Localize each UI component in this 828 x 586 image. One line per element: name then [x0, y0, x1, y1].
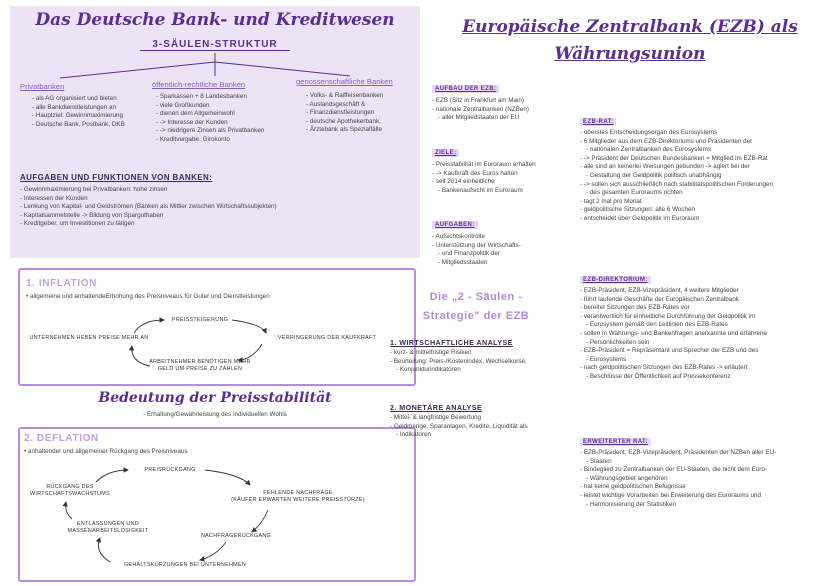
list-item: - tagt 2 mal pro Monat — [580, 198, 820, 207]
list-item: - -> Interesse der Kunden — [156, 119, 292, 128]
deflation-cycle-bottom-right: NACHFRAGERÜCKGANG — [200, 533, 272, 539]
list-item: - seit 2014 einheitliche — [432, 178, 582, 187]
deflation-cycle-bottom: GEHALTSKÜRZUNGEN BEI UNTERNEHMEN — [123, 562, 247, 568]
list-item: - -> Präsident der Deutschen Bundesbanken = Mitglied im EZB-Rat — [580, 155, 820, 164]
strategie-title-line: Die „2 - Säulen - — [429, 291, 523, 303]
list-item: - EZB (Sitz in Frankfurt am Main) — [432, 97, 582, 106]
preisstabilitaet-title: Bedeutung der Preisstabilität — [98, 390, 332, 406]
list-item: - Geldmenge, Sparanlagen, Kredite, Liquidität als — [390, 423, 570, 432]
ezb-ziele — [432, 141, 582, 195]
list-item: - Beschlüsse der Öffentlichkeit auf Pressekonferenz — [580, 373, 820, 382]
list-item: - Mitgliedsstaaten — [432, 259, 582, 268]
list-item: - viele Großkunden — [156, 102, 292, 111]
list-item: - alle sind an keinerlei Weisungen gebunden -> agiert bei der — [580, 163, 820, 172]
strategie-title-line: Strategie" der EZB — [422, 310, 530, 322]
inflation-cycle-left: UNTERNEHMEN HEBEN PREISE MEHR AN — [29, 335, 149, 341]
list-item: - deutsche Apothekerbank, — [306, 118, 418, 127]
list-item: - aller Mitgliedstaaten der EU — [432, 114, 582, 123]
list-item: - Auslandsgeschäft & — [306, 101, 418, 110]
list-item: - des gesamten Euroraums richten — [580, 189, 820, 198]
list-item: - EZB-Präsident, EZB-Vizepräsident, 4 weitere Mitglieder — [580, 287, 820, 296]
deflation-title: 2. DEFLATION — [24, 433, 99, 444]
ezb-direktorium — [580, 268, 820, 382]
deflation-definition: • anhaltender und allgemeiner Rückgang des Preisniveaus — [24, 448, 188, 455]
analyse-wirtschaftlich — [390, 338, 570, 375]
list-item: - Finanzdienstleistungen — [306, 109, 418, 118]
direktorium-label: EZB-DIREKTORIUM: — [580, 276, 651, 284]
inflation-definition: • allgemeine und anhaltendeErhohung des Preisniveaus für Guter und Dienstleistungen — [26, 293, 270, 300]
cycle-label-line: MASSENARBEITSLOSIGKEIT — [67, 528, 149, 535]
list-item: - Indikatoren — [390, 431, 570, 440]
cycle-label-line: GELD UM PREISE ZU ZAHLEN — [157, 366, 243, 373]
list-item: - Staaten — [580, 458, 820, 467]
ziele-label: ZIELE: — [432, 149, 459, 157]
list-item: - nach geldpolitischen Sitzungen des EZB-Rates -> erläutert — [580, 364, 820, 373]
list-item: - Gewinnmaximierung bei Privatbanken: hohe zinsen — [20, 186, 415, 195]
inflation-cycle-top: PREISSTEIGERUNG — [171, 317, 229, 323]
list-item: - Gestaltung der Geldpolitik politisch unabhängig — [580, 172, 820, 181]
saeulen-subtitle: 3-SÄULEN-STRUKTUR — [140, 39, 290, 51]
list-item: - alle Bankdienstleistungen an — [32, 104, 150, 113]
column-heading: Privatbanken — [20, 82, 65, 91]
cycle-label-line: WIRTSCHAFTSWACHSTUMS — [30, 491, 110, 498]
ezb-aufbau — [432, 77, 582, 123]
ezb-rat — [580, 110, 820, 224]
list-item: - Mittel- & langfristige Bewertung — [390, 414, 570, 423]
list-item: - sollen in Währungs- und Bankenfragen anerkannte und erfahrene — [580, 330, 820, 339]
erweiterter-rat — [580, 430, 820, 509]
deflation-cycle-top: PREISRÜCKGANG — [144, 467, 196, 473]
list-item: - Eurosystem gemäß den Leitlinien des EZB-Rates — [580, 321, 820, 330]
list-item: - Kreditvergabe, Girokonto — [156, 136, 292, 145]
list-item: - Bankenaufsicht im Euroraum — [432, 187, 582, 196]
list-item: - Währungsgebiet angehören — [580, 475, 820, 484]
inflation-title: 1. INFLATION — [26, 278, 97, 289]
list-item: - Aufsichtskontrolle — [432, 233, 582, 242]
list-item: - Ärztebank als Spezialfälle — [306, 126, 418, 135]
preisstabilitaet-text: - Erhaltung/Gewährleistung des individuellen Wohls — [143, 411, 287, 418]
list-item: - Beurteilung: Preis-/Kostenindex, Wechselkurse, — [390, 358, 570, 367]
list-item: - entscheidet über Geldpolitik im Euroraum — [580, 215, 820, 224]
aufbau-label: AUFBAU DER EZB: — [432, 85, 499, 93]
list-item: - Harmonisierung der Statistiken — [580, 501, 820, 510]
list-item: - Bindeglied zu Zentralbanken der EU-Staaten, die nicht dem Euro- — [580, 466, 820, 475]
list-item: - als AG organisiert und bieten — [32, 95, 150, 104]
list-item: - geldpolitische Sitzungen: alle 6 Wochen — [580, 206, 820, 215]
list-item: - und Finanzpolitik der — [432, 250, 582, 259]
list-item: - Kapitalsammelstelle -> Bildung von Sparguthaben — [20, 212, 415, 221]
erweitert-label: ERWEITERTER RAT: — [580, 438, 651, 446]
rat-label: EZB-RAT: — [580, 118, 616, 126]
cycle-label-line: ARBEITNEHMER BENÖTIGEN MEHR — [149, 359, 251, 365]
aufgaben-heading: AUFGABEN UND FUNKTIONEN VON BANKEN: — [20, 173, 213, 182]
list-item: - hat keine geldpolitischen Befugnisse — [580, 483, 820, 492]
ezb-title-line: Europäische Zentralbank (EZB) als — [462, 17, 798, 37]
inflation-cycle-right: VERRINGERUNG DER KAUFKRAFT — [277, 335, 377, 341]
bankwesen-title: Das Deutsche Bank- und Kreditwesen — [35, 10, 395, 30]
list-item: - EZB-Präsident, EZB-Vizepräsident, Präsidenten der NZBen aller EU- — [580, 449, 820, 458]
list-item: - verantwortlich für einheitliche Durchführung der Geldpolitik im — [580, 313, 820, 322]
list-item: - -> sollen sich ausschließlich nach stabilitatspolitischen Forderungen — [580, 181, 820, 190]
list-item: - Eurosystems — [580, 356, 820, 365]
list-item: - Unterstützung der Wirtschafts- — [432, 242, 582, 251]
list-item: - Konjunkturindikatoren — [390, 366, 570, 375]
list-item: - Kreditgeber, um Investitionen zu tätigen — [20, 220, 415, 229]
cycle-label-line: ENTLASSUNGEN UND — [76, 521, 139, 527]
list-item: - Preisstabilität im Euroraum erhalten — [432, 161, 582, 170]
strategie-title — [386, 288, 566, 326]
list-item: - nationale Zentralbanken (NZBen) — [432, 106, 582, 115]
analyse-heading: 2. MONETÄRE ANALYSE — [390, 403, 483, 412]
analyse-monetaer — [390, 403, 570, 440]
list-item: - -> Kaufkraft des Euros halten — [432, 170, 582, 179]
column-heading: genossenschaftliche Banken — [296, 77, 393, 86]
list-item: - Lenkung von Kapital- und Geldströmen (Banken als Mittler zwischen Wirtschaftssubjekten) — [20, 203, 415, 212]
column-heading: öffentlich-rechtliche Banken — [152, 80, 246, 89]
list-item: - dienen dem Allgemeinwohl — [156, 110, 292, 119]
list-item: - oberstes Entscheidungsorgan des Eurosystems — [580, 129, 820, 138]
list-item: - -> niedrigere Zinsen als Privatbanken — [156, 127, 292, 136]
cycle-label-line: (KÄUFER ERWARTEN WEITERE PREISSTÜRZE) — [231, 497, 365, 504]
ezb-title-line: Währungsunion — [554, 44, 706, 64]
list-item: - Deutsche Bank, Postbank, DKB — [32, 121, 150, 130]
list-item: - leistet wichtige Vorarbeiten bei Erweiterung des Euroraums und — [580, 492, 820, 501]
list-item: - Interessen der Kunden — [20, 195, 415, 204]
ezb-aufgaben — [432, 213, 582, 267]
list-item: - 6 Mitglieder aus dem EZB-Direktoriums und Präsidenten der — [580, 138, 820, 147]
list-item: - nationalen Zentralbanken des Eurosystems — [580, 146, 820, 155]
list-item: - Hauptziel: Gewinnmaximierung — [32, 112, 150, 121]
ezb-aufgaben-label: AUFGABEN: — [432, 221, 478, 229]
list-item: - EZB-Präsident = Repräsentant und Sprecher der EZB und des — [580, 347, 820, 356]
list-item: - kurz- & mittelfristige Risiken — [390, 349, 570, 358]
list-item: - Sparkassen + 8 Landesbanken — [156, 93, 292, 102]
analyse-heading: 1. WIRTSCHAFTLICHE ANALYSE — [390, 338, 513, 347]
ezb-title — [440, 14, 820, 68]
list-item: - führt laufende Geschäfte der Europäischen Zentralbank — [580, 296, 820, 305]
list-item: - Volks- & Raiffeisenbanken — [306, 92, 418, 101]
cycle-label-line: RÜCKGANG DES — [46, 484, 94, 490]
list-item: - Persönlichkeiten sein — [580, 339, 820, 348]
list-item: - bereitet Sitzungen des EZB-Rates vor — [580, 304, 820, 313]
cycle-label-line: FEHLENDE NACHFRAGE — [263, 490, 333, 496]
